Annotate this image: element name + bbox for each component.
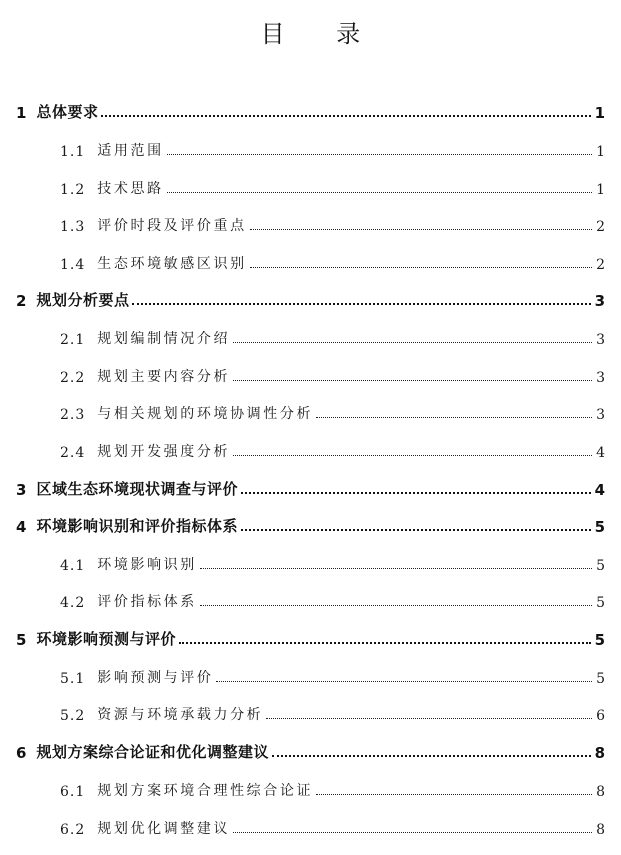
toc-entry-page: 3 [596,407,605,423]
toc-entry-title: 评价指标体系 [97,594,197,610]
dot-leader [167,154,592,155]
dot-leader [316,794,592,795]
toc-entry-page: 5 [596,595,605,611]
toc-entry-title: 生态环境敏感区识别 [97,256,247,272]
dot-leader [233,455,592,456]
toc-entry-2-3[interactable] [60,399,605,423]
toc-entry-1-3[interactable] [60,211,605,235]
toc-entry-number: 5 [16,631,27,649]
dot-leader [132,303,590,305]
page-title: 目 录 [260,20,383,48]
toc-entry-title: 技术思路 [97,181,164,197]
dot-leader [233,342,592,343]
toc-entry-number: 1.2 [60,182,86,198]
toc-entry-title: 与相关规划的环境协调性分析 [97,406,314,422]
toc-entry-6-1[interactable] [60,776,605,800]
dot-leader [241,529,591,531]
toc-entry-page: 1 [594,104,605,122]
toc-entry-number: 2 [16,292,27,310]
toc-entry-4-2[interactable] [60,587,605,611]
toc-entry-5-1[interactable] [60,663,605,687]
toc-entry-1-2[interactable] [60,174,605,198]
toc-entry-title: 区域生态环境现状调查与评价 [36,480,238,498]
toc-entry-title: 规划方案综合论证和优化调整建议 [36,743,269,761]
toc-entry-2-2[interactable] [60,362,605,386]
toc-entry-number: 2.2 [60,370,86,386]
toc-entry-title: 影响预测与评价 [97,670,214,686]
toc-entry-page: 1 [596,144,605,160]
dot-leader [167,192,592,193]
toc-entry-title: 规划分析要点 [36,291,130,309]
toc-entry-2-4[interactable] [60,437,605,461]
toc-entry-title: 环境影响预测与评价 [36,630,176,648]
toc-entry-page: 3 [596,332,605,348]
toc-entry-number: 4.2 [60,595,86,611]
toc-entry-title: 规划开发强度分析 [97,444,231,460]
dot-leader [233,380,592,381]
toc-entry-title: 规划主要内容分析 [97,369,231,385]
toc-entry-number: 1.1 [60,144,86,160]
dot-leader [266,718,592,719]
toc-entry-page: 5 [594,518,605,536]
toc-entry-5[interactable] [16,625,605,649]
toc-entry-page: 4 [596,445,605,461]
toc-entry-4[interactable] [16,512,605,536]
toc-entry-number: 1 [16,104,27,122]
toc-entry-title: 环境影响识别和评价指标体系 [36,517,238,535]
toc-entry-2[interactable] [16,286,605,310]
toc-entry-title: 规划方案环境合理性综合论证 [97,783,314,799]
dot-leader [316,417,592,418]
dot-leader [250,267,592,268]
toc-entry-title: 适用范围 [97,143,164,159]
toc-entry-title: 规划优化调整建议 [97,821,231,837]
toc-entry-number: 3 [16,481,27,499]
toc-entry-page: 5 [596,671,605,687]
toc-entry-1-4[interactable] [60,249,605,273]
toc-entry-number: 4 [16,518,27,536]
toc-entry-page: 8 [596,784,605,800]
toc-entry-title: 总体要求 [36,103,99,121]
toc-entry-page: 8 [594,744,605,762]
toc-entry-page: 3 [594,292,605,310]
toc-entry-title: 环境影响识别 [97,557,197,573]
dot-leader [101,115,590,117]
toc-entry-title: 资源与环境承载力分析 [97,707,264,723]
toc-entry-page: 5 [594,631,605,649]
toc-entry-number: 6 [16,744,27,762]
toc-entry-number: 5.1 [60,671,86,687]
toc-entry-number: 1.4 [60,257,86,273]
toc-entry-number: 2.1 [60,332,86,348]
toc-entry-number: 6.2 [60,822,86,838]
dot-leader [200,568,592,569]
toc-entry-page: 1 [596,182,605,198]
toc-entry-page: 3 [596,370,605,386]
dot-leader [272,755,591,757]
toc-entry-number: 2.4 [60,445,86,461]
toc-entry-number: 1.3 [60,219,86,235]
toc-entry-page: 4 [594,481,605,499]
toc-entry-page: 5 [596,558,605,574]
toc-entry-1-1[interactable] [60,136,605,160]
toc-entry-2-1[interactable] [60,324,605,348]
toc-entry-page: 6 [596,708,605,724]
dot-leader [200,605,592,606]
dot-leader [179,642,591,644]
toc-entry-number: 6.1 [60,784,86,800]
toc-entry-title: 规划编制情况介绍 [97,331,231,347]
toc-entry-page: 2 [596,257,605,273]
toc-entry-1[interactable] [16,98,605,122]
toc-entry-page: 2 [596,219,605,235]
dot-leader [216,681,592,682]
toc-entry-title: 评价时段及评价重点 [97,218,247,234]
dot-leader [241,492,591,494]
toc-entry-5-2[interactable] [60,700,605,724]
toc-entry-number: 5.2 [60,708,86,724]
toc-entry-number: 4.1 [60,558,86,574]
toc-entry-6-2[interactable] [60,814,605,838]
toc-entry-page: 8 [596,822,605,838]
dot-leader [233,832,592,833]
toc-entry-number: 2.3 [60,407,86,423]
toc-entry-6[interactable] [16,738,605,762]
dot-leader [250,229,592,230]
toc-entry-4-1[interactable] [60,550,605,574]
toc-entry-3[interactable] [16,475,605,499]
